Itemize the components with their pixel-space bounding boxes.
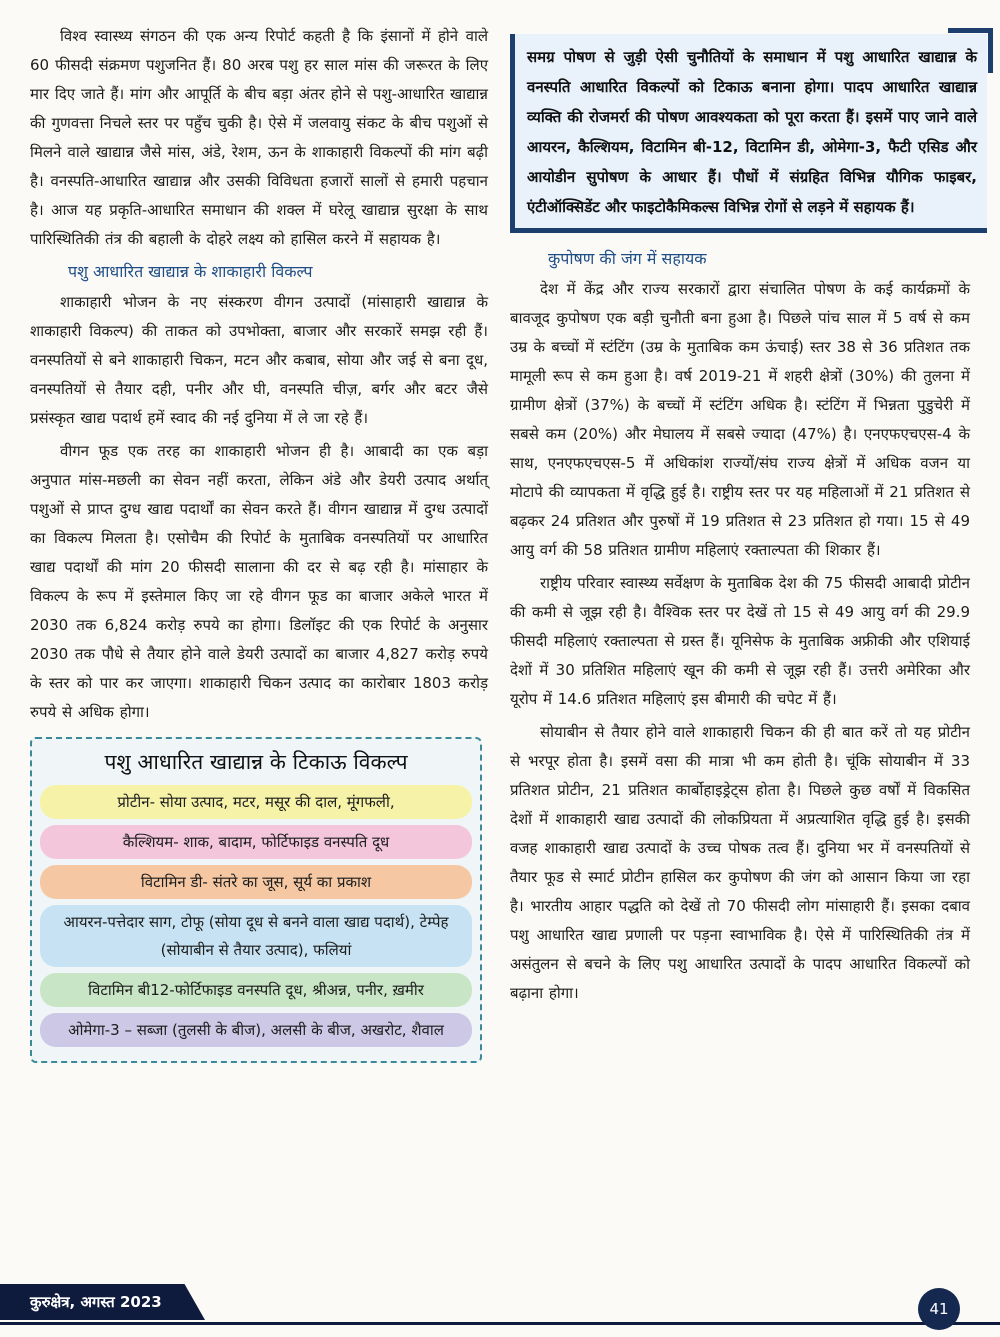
pull-quote-corner [948, 28, 993, 73]
sidebox-item-iron: आयरन-पत्तेदार साग, टोफू (सोया दूध से बनने वाला खाद्य पदार्थ), टेम्पेह (सोयाबीन से तैयार उत्पाद), फलियां [40, 905, 472, 967]
publication-name: कुरुक्षेत्र, अगस्त 2023 [30, 1293, 162, 1311]
footer-rule [0, 1322, 1000, 1325]
sidebox-title: पशु आधारित खाद्यान्न के टिकाऊ विकल्प [104, 750, 408, 774]
sidebox-item-omega-3: ओमेगा-3 – सब्जा (तुलसी के बीज), अलसी के बीज, अखरोट, शैवाल [40, 1013, 472, 1047]
left-paragraph-2: शाकाहारी भोजन के नए संस्करण वीगन उत्पादों (मांसाहारी खाद्यान्न के शाकाहारी विकल्प) की ताकत को उपभोक्ता, बाजार और सरकारें समझ रही हैं। वनस्पतियों से बने शाकाहारी चिकन, मटन और कबाब, सोया और जई से बना दूध, वनस्पतियों से तैयार दही, पनीर और घी, वनस्पति चीज़, बर्गर और बटर जैसे प्रसंस्कृत खाद्य पदार्थ हमें स्वाद की नई दुनिया में ले जा रहे हैं। [30, 293, 488, 427]
section-heading-malnutrition: कुपोषण की जंग में सहायक [548, 249, 707, 268]
right-paragraph-1: देश में केंद्र और राज्य सरकारों द्वारा संचालित पोषण के कई कार्यक्रमों के बावजूद कुपोषण एक बड़ी चुनौती बना हुआ है। पिछले पांच साल में 5 वर्ष से कम उम्र के बच्चों में स्टंटिंग (उम्र के मुताबिक कम ऊंचाई) स्तर 38 से 36 प्रतिशत तक मामूली रूप से कम हुआ है। वर्ष 2019-21 में शहरी क्षेत्रों (30%) की तुलना में ग्रामीण क्षेत्रों (37%) के बच्चों में स्टंटिंग अधिक है। स्टंटिंग में भिन्नता पुडुचेरी में सबसे कम (20%) और मेघालय में सबसे ज्यादा (47%) है। एनएफएचएस-4 के साथ, एनएफएचएस-5 में अधिकांश राज्यों/संघ राज्य क्षेत्रों में अधिक वजन या मोटापे की व्यापकता में वृद्धि हुई है। राष्ट्रीय स्तर पर यह महिलाओं में 21 प्रतिशत से बढ़कर 24 प्रतिशत और पुरुषों में 19 प्रतिशत से 23 प्रतिशत हो गया। 15 से 49 आयु वर्ग की 58 प्रतिशत ग्रामीण महिलाएं रक्ताल्पता की शिकार हैं। [510, 280, 970, 559]
sidebox-item-vitamin-d: विटामिन डी- संतरे का जूस, सूर्य का प्रकाश [40, 865, 472, 899]
right-paragraph-2: राष्ट्रीय परिवार स्वास्थ्य सर्वेक्षण के मुताबिक देश की 75 फीसदी आबादी प्रोटीन की कमी से जूझ रही है। वैश्विक स्तर पर देखें तो 15 से 49 आयु वर्ग की 29.9 फीसदी महिलाएं रक्ताल्पता से ग्रस्त हैं। यूनिसेफ के मुताबिक अफ्रीकी और एशियाई देशों में 30 प्रतिशित महिलाएं खून की कमी से जूझ रही हैं। उत्तरी अमेरिका और यूरोप में 14.6 प्रतिशत महिलाएं इस बीमारी की चपेट में हैं। [510, 574, 970, 708]
section-heading-vegan-alternatives: पशु आधारित खाद्यान्न के शाकाहारी विकल्प [68, 262, 313, 281]
right-paragraph-3: सोयाबीन से तैयार होने वाले शाकाहारी चिकन की ही बात करें तो यह प्रोटीन से भरपूर होता है। इसमें वसा की मात्रा भी कम होती है। चूंकि सोयाबीन में 33 प्रतिशत प्रोटीन, 21 प्रतिशत कार्बोहाइड्रेट्स होता है। पिछले कुछ वर्षों में विकसित देशों में शाकाहारी खाद्य उत्पादों की लोकप्रियता में अप्रत्याशित वृद्धि हुई है। इसकी वजह शाकाहारी खाद्य उत्पादों के उच्च पोषक तत्व हैं। दुनिया भर में वनस्पतियों से तैयार फूड से स्मार्ट प्रोटीन हासिल कर कुपोषण की जंग को आसान किया जा रहा है। भारतीय आहार पद्धति को देखें तो 70 फीसदी लोग मांसाहारी हैं। इसका दबाव पशु आधारित खाद्य प्रणाली पर पड़ना स्वाभाविक है। ऐसे में पारिस्थितिकी तंत्र में असंतुलन से बचने के लिए पशु आधारित उत्पादों के पादप आधारित विकल्पों को बढ़ाना होगा। [510, 723, 970, 1002]
page-number: 41 [918, 1288, 960, 1330]
left-paragraph-3: वीगन फूड एक तरह का शाकाहारी भोजन ही है। आबादी का एक बड़ा अनुपात मांस-मछली का सेवन नहीं करता, लेकिन अंडे और डेयरी उत्पाद अर्थात् पशुओं से प्राप्त दुग्ध खाद्य पदार्थों का सेवन करते हैं। वीगन खाद्यान्न में दुग्ध उत्पादों का विकल्प मिलता है। एसोचैम की रिपोर्ट के मुताबिक वनस्पतियों पर आधारित खाद्य पदार्थों की मांग 20 फीसदी सालाना की दर से बढ़ रही है। मांसाहार के विकल्प के रूप में इस्तेमाल किए जा रहे वीगन फूड का बाजार अकेले भारत में 2030 तक 6,824 करोड़ रुपये का होगा। डिलॉइट की एक रिपोर्ट के अनुसार 2030 तक पौधे से तैयार होने वाले डेयरी उत्पादों का बाजार 4,827 करोड़ रुपये के स्तर को पार कर जाएगा। शाकाहारी चिकन उत्पाद का कारोबार 1803 करोड़ रुपये से अधिक होगा। [30, 442, 488, 721]
sidebox-item-protein: प्रोटीन- सोया उत्पाद, मटर, मसूर की दाल, मूंगफली, [40, 785, 472, 819]
sustainable-alternatives-box [30, 737, 482, 1063]
left-column [30, 22, 488, 1063]
pull-quote-text: समग्र पोषण से जुड़ी ऐसी चुनौतियों के समाधान में पशु आधारित खाद्यान्न के वनस्पति आधारित विकल्पों को टिकाऊ बनाना होगा। पादप आधारित खाद्यान्न व्यक्ति की रोजमर्रा की पोषण आवश्यकता को पूरा करता हैं। इसमें पाए जाने वाले आयरन, कैल्शियम, विटामिन बी-12, विटामिन डी, ओमेगा-3, फैटी एसिड और आयोडीन सुपोषण के आधार हैं। पौधों में संग्रहित विभिन्न यौगिक फाइबर, एंटीऑक्सिडेंट और फाइटोकैमिकल्स विभिन्न रोगों से लड़ने में सहायक हैं। [527, 48, 977, 216]
pull-quote-box [510, 34, 987, 233]
left-paragraph-1: विश्व स्वास्थ्य संगठन की एक अन्य रिपोर्ट कहती है कि इंसानों में होने वाले 60 फीसदी संक्रमण पशुजनित हैं। 80 अरब पशु हर साल मांस की जरूरत के लिए मार दिए जाते हैं। मांग और आपूर्ति के बीच बड़ा अंतर होने से पशु-आधारित खाद्यान्न की गुणवत्ता निचले स्तर पर पहुँच चुकी है। ऐसे में जलवायु संकट के बीच पशुओं से मिलने वाले खाद्यान्न जैसे मांस, अंडे, रेशम, ऊन के शाकाहारी विकल्पों की मांग बढ़ी है। वनस्पति-आधारित खाद्यान्न और उसकी विविधता हजारों सालों से हमारी पहचान है। आज यह प्रकृति-आधारित समाधान की शक्ल में घरेलू खाद्यान्न सुरक्षा के साथ पारिस्थितिकी तंत्र की बहाली के दोहरे लक्ष्य को हासिल करने में सहायक है। [30, 27, 488, 248]
sidebox-item-calcium: कैल्शियम- शाक, बादाम, फोर्टिफाइड वनस्पति दूध [40, 825, 472, 859]
right-column [510, 22, 977, 1012]
sidebox-item-vitamin-b12: विटामिन बी12-फोर्टिफाइड वनस्पति दूध, श्रीअन्न, पनीर, ख़मीर [40, 973, 472, 1007]
